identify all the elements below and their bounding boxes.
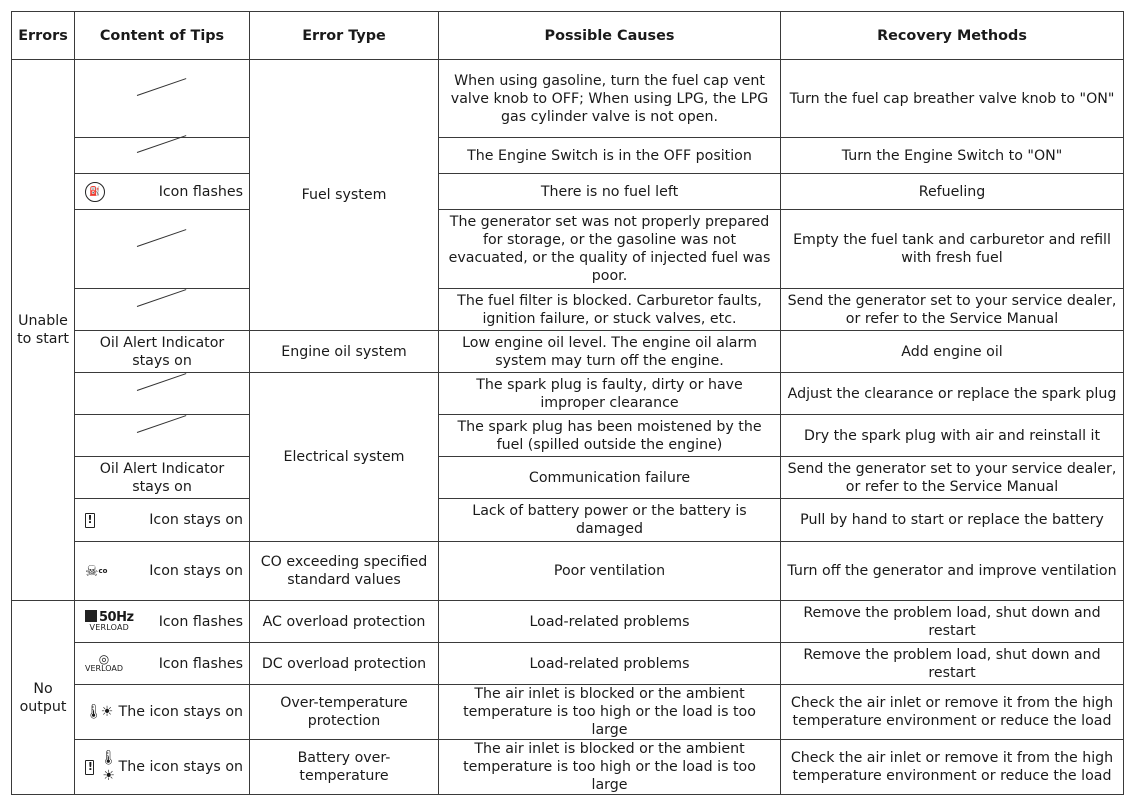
- header-recovery-methods: Recovery Methods: [781, 12, 1124, 60]
- cause-cell: Load-related problems: [439, 643, 781, 685]
- group-label: Unable to start: [17, 313, 69, 347]
- cause-cell: The air inlet is blocked or the ambient temperature is too high or the load is too large: [439, 740, 781, 795]
- recovery-cell: Check the air inlet or remove it from the high temperature environment or reduce the load: [781, 740, 1124, 795]
- tip-cell: [75, 174, 250, 210]
- cause-cell: Lack of battery power or the battery is damaged: [439, 499, 781, 542]
- table-row: [12, 138, 1124, 174]
- error-type-overtemp: Over-temperature protection: [250, 685, 439, 740]
- not-applicable-slash: [137, 381, 187, 401]
- recovery-cell: Dry the spark plug with air and reinstall it: [781, 415, 1124, 457]
- error-type-ac: AC overload protection: [250, 601, 439, 643]
- ac-frequency-label: 50Hz: [99, 610, 134, 625]
- tip-cell: [75, 542, 250, 601]
- tip-cell: [75, 210, 250, 289]
- cause-cell: When using gasoline, turn the fuel cap vent valve knob to OFF; When using LPG, the LPG gas cylinder valve is not open.: [439, 60, 781, 138]
- cause-cell: Communication failure: [439, 457, 781, 499]
- tip-cell: [75, 289, 250, 331]
- error-type-electrical: Electrical system: [250, 373, 439, 542]
- cause-cell: The Engine Switch is in the OFF position: [439, 138, 781, 174]
- table-row: [12, 542, 1124, 601]
- header-errors: Errors: [12, 12, 75, 60]
- cause-cell: Load-related problems: [439, 601, 781, 643]
- recovery-cell: Adjust the clearance or replace the spark plug: [781, 373, 1124, 415]
- recovery-cell: Turn off the generator and improve ventilation: [781, 542, 1124, 601]
- error-type-oil: Engine oil system: [250, 331, 439, 373]
- recovery-cell: Add engine oil: [781, 331, 1124, 373]
- tip-cell: [75, 415, 250, 457]
- tip-label: Icon flashes: [158, 613, 243, 630]
- tip-cell: Oil Alert Indicator stays on: [75, 331, 250, 373]
- table-row: [12, 601, 1124, 643]
- table-row: [12, 210, 1124, 289]
- recovery-cell: Turn the Engine Switch to "ON": [781, 138, 1124, 174]
- tip-label: Icon stays on: [149, 512, 243, 528]
- recovery-cell: Check the air inlet or remove it from the high temperature environment or reduce the load: [781, 685, 1124, 740]
- header-content-of-tips: Content of Tips: [75, 12, 250, 60]
- cause-cell: The spark plug is faulty, dirty or have improper clearance: [439, 373, 781, 415]
- table-row: [12, 643, 1124, 685]
- table-row: [12, 499, 1124, 542]
- not-applicable-slash: [137, 297, 187, 317]
- recovery-cell: Refueling: [781, 174, 1124, 210]
- not-applicable-slash: [137, 86, 187, 106]
- cause-cell: Low engine oil level. The engine oil alarm system may turn off the engine.: [439, 331, 781, 373]
- group-unable-to-start: [12, 60, 75, 601]
- group-no-output: [12, 601, 75, 795]
- tip-cell: [75, 138, 250, 174]
- table-row: [12, 415, 1124, 457]
- table-row: [12, 457, 1124, 499]
- table-row: [12, 331, 1124, 373]
- recovery-cell: Turn the fuel cap breather valve knob to "ON": [781, 60, 1124, 138]
- battery-thermometer-sun-icon: ! 🌡☀: [85, 749, 119, 785]
- ac-overload-sublabel: VERLOAD: [89, 623, 129, 632]
- tip-cell: Oil Alert Indicator stays on: [75, 457, 250, 499]
- error-type-co: CO exceeding specified standard values: [250, 542, 439, 601]
- cause-cell: The fuel filter is blocked. Carburetor faults, ignition failure, or stuck valves, etc.: [439, 289, 781, 331]
- cause-cell: The air inlet is blocked or the ambient temperature is too high or the load is too large: [439, 685, 781, 740]
- table-row: [12, 289, 1124, 331]
- error-type-fuel: Fuel system: [250, 60, 439, 331]
- error-type-battery-overtemp: Battery over-temperature: [250, 740, 439, 795]
- header-possible-causes: Possible Causes: [439, 12, 781, 60]
- tip-cell: [75, 685, 250, 740]
- recovery-cell: Pull by hand to start or replace the battery: [781, 499, 1124, 542]
- tip-label: Icon flashes: [158, 183, 243, 200]
- fuel-indicator-icon: ⛽: [85, 182, 105, 202]
- tip-cell: [75, 643, 250, 685]
- tip-cell: [75, 740, 250, 795]
- cause-cell: Poor ventilation: [439, 542, 781, 601]
- recovery-cell: Remove the problem load, shut down and restart: [781, 601, 1124, 643]
- tip-cell: [75, 60, 250, 138]
- table-header-row: [12, 12, 1124, 60]
- header-error-type: Error Type: [250, 12, 439, 60]
- recovery-cell: Empty the fuel tank and carburetor and refill with fresh fuel: [781, 210, 1124, 289]
- error-type-dc: DC overload protection: [250, 643, 439, 685]
- dc-overload-icon: ◎ VERLOAD: [85, 651, 124, 673]
- tip-label: The icon stays on: [118, 704, 243, 720]
- recovery-cell: Send the generator set to your service dealer, or refer to the Service Manual: [781, 457, 1124, 499]
- ac-overload-icon: [85, 610, 134, 633]
- table-row: [12, 740, 1124, 795]
- recovery-cell: Send the generator set to your service dealer, or refer to the Service Manual: [781, 289, 1124, 331]
- table-row: [12, 174, 1124, 210]
- cause-cell: The generator set was not properly prepared for storage, or the gasoline was not evacuated, or the quality of injected fuel was poor.: [439, 210, 781, 289]
- recovery-cell: Remove the problem load, shut down and restart: [781, 643, 1124, 685]
- troubleshooting-table: [11, 11, 1124, 795]
- tip-cell: [75, 601, 250, 643]
- table-row: [12, 685, 1124, 740]
- cause-cell: There is no fuel left: [439, 174, 781, 210]
- table-row: [12, 373, 1124, 415]
- thermometer-sun-icon: 🌡☀: [85, 704, 112, 720]
- battery-icon: [85, 513, 95, 528]
- cause-cell: The spark plug has been moistened by the fuel (spilled outside the engine): [439, 415, 781, 457]
- tip-cell: [75, 373, 250, 415]
- not-applicable-slash: [137, 143, 187, 163]
- dc-overload-sublabel: VERLOAD: [85, 663, 124, 673]
- tip-cell: [75, 499, 250, 542]
- co-alarm-icon: ☠ co: [85, 562, 108, 580]
- not-applicable-slash: [137, 237, 187, 257]
- tip-label: The icon stays on: [118, 759, 243, 775]
- table-row: [12, 60, 1124, 138]
- not-applicable-slash: [137, 423, 187, 443]
- group-label: No output: [19, 680, 67, 715]
- tip-label: Icon stays on: [149, 563, 243, 579]
- tip-label: Icon flashes: [158, 655, 243, 672]
